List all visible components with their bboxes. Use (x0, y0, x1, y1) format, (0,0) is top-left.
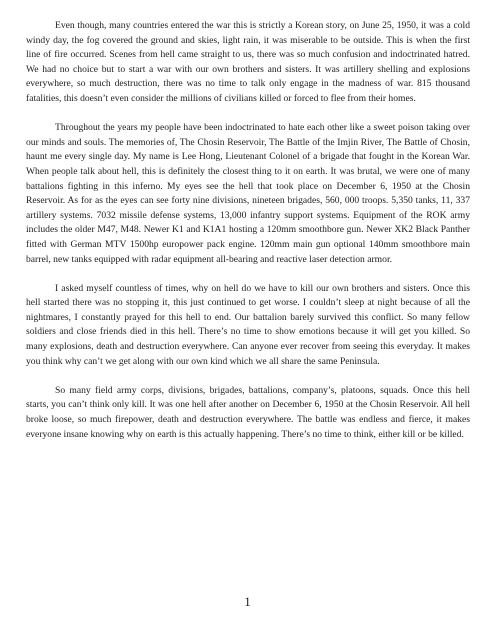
body-text (26, 19, 470, 457)
page-number: 1 (244, 594, 251, 609)
paragraph-1: Even though, many countries entered the war this is strictly a Korean story, on June 25, 1950, it was a cold windy day, the fog covered the ground and skies, light rain, it was miserable to be outside. This is when the first line of fire occurred. Scenes from hell came straight to us, there was so much confusion and indoctrinated hatred. We had no choice but to start a war with our own brothers and sisters. It was artillery shelling and explosions everywhere, so much destruction, there was no time to talk only engage in the madness of war. 815 thousand fatalities, this doesn’t even consider the millions of civilians killed or forced to flee from their homes. (26, 20, 470, 104)
paragraph-3: I asked myself countless of times, why on hell do we have to kill our own brothers and sisters. Once this hell started there was no stopping it, this just continued to get worse. I couldn’t sleep at night because of all the nightmares, I constantly prayed for this hell to end. Our battalion barely survived this conflict. So many fellow soldiers and close friends died in this hell. There’s no time to show emotions because it will get you killed. So many explosions, death and destruction everywhere. Can anyone ever recover from seeing this everyday. It makes you think why can’t we get along with our own kind which we all share the same Peninsula. (26, 282, 470, 367)
paragraph-2: Throughout the years my people have been indoctrinated to hate each other like a sweet poison taking over our minds and souls. The memories of, The Chosin Reservoir, The Battle of the Imjin River, The Battle of Chosin, haunt me every single day. My name is Lee Hong, Lieutenant Colonel of a brigade that fought in the Korean War. When people talk about hell, this is definitely the closest thing to it on earth. It was brutal, we were one of many battalions fighting in this inferno. My eyes see the hell that took place on December 6, 1950 at the Chosin Reservoir. As for as the eyes can see forty nine divisions, nineteen brigades, 560, 000 troops. 5,350 tanks, 11, 337 artillery systems. 7032 missile defense systems, 13,000 infantry support systems. Equipment of the ROK army includes the older M47, M48. Newer K1 and K1A1 hosting a 120mm smoothbore gun. Newer XK2 Black Panther fitted with German MTV 1500hp europower pack engine. 120mm main gun optional 140mm smoothbore main barrel, new tanks equipped with radar equipment all-bearing and reactive laser detection armor. (26, 122, 470, 265)
paragraph-4: So many field army corps, divisions, brigades, battalions, company’s, platoons, squads. Once this hell starts, you can’t think only kill. It was one hell after another on December 6, 1950 at the Chosin Reservoir. All hell broke loose, so much firepower, death and destruction everywhere. The battle was endless and fierce, it makes everyone insane knowing why on earth is this actually happening. There’s no time to think, either kill or be killed. (26, 384, 470, 440)
